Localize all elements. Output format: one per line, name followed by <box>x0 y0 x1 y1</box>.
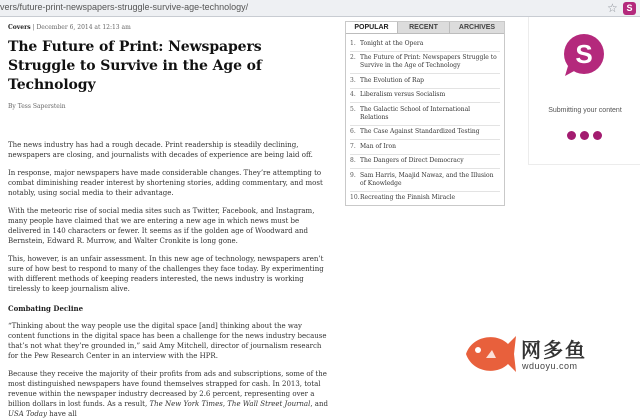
list-item[interactable]: 5. The Galactic School of International Relations <box>350 103 500 126</box>
address-bar[interactable] <box>0 2 248 12</box>
publication-name: USA Today <box>8 410 47 418</box>
star-icon[interactable]: ☆ <box>607 1 618 15</box>
list-item[interactable]: 6. The Case Against Standardized Testing <box>350 126 500 141</box>
article-paragraph: In response, major newspapers have made considerable changes. They’re attempting to combat diminishing reader interest by shortening stories, adding commentary, and most notably, using social media to their advantage. <box>8 169 323 197</box>
extension-popup <box>528 17 640 165</box>
tab-archives[interactable]: ARCHIVES <box>458 24 496 31</box>
fish-icon <box>462 328 518 380</box>
post-link[interactable]: Man of Iron <box>360 142 396 150</box>
status-text: Submitting your content <box>548 107 622 114</box>
list-item[interactable]: 8. The Dangers of Direct Democracy <box>350 155 500 170</box>
loading-dot <box>580 131 589 140</box>
list-item[interactable]: 3. The Evolution of Rap <box>350 74 500 89</box>
article-paragraph: This, however, is an unfair assessment. In this new age of technology, newspapers aren’t sure of how best to respond to many of the challenges they face today. By experimenting with different methods of keeping readers interested, the news industry is working tirelessly to keep journalism alive. <box>8 255 324 293</box>
list-item[interactable]: 9. Sam Harris, Maajid Nawaz, and the Illusion of Knowledge <box>350 169 500 192</box>
post-link[interactable]: The Evolution of Rap <box>360 76 425 84</box>
article-paragraph: “Thinking about the way people use the digital space [and] thinking about the way content functions in the digital space has been a challenge for the news industry because that’s not what they’re grounded in,” said Amy Mitchell, director of journalism research for the Pew Research Center in an interview with the HPR. <box>8 322 327 360</box>
section-link[interactable]: Covers <box>8 24 31 31</box>
extension-button[interactable] <box>623 2 636 15</box>
browser-toolbar <box>0 0 640 17</box>
watermark-url: wduoyu.com <box>522 361 578 371</box>
widget-tabs <box>346 22 504 34</box>
list-item[interactable]: 2. The Future of Print: Newspapers Struggle to Survive in the Age of Technology <box>350 52 500 75</box>
post-link[interactable]: Tonight at the Opera <box>360 39 424 47</box>
article <box>8 24 330 419</box>
publication-name: The New York Times <box>149 400 223 408</box>
article-paragraph: Because they receive the majority of their profits from ads and subscriptions, some of the most distinguished newspapers have found themselves strapped for cash. In 2013, total revenue within the newspaper industry decreased by 2.6 percent, representing over a billion dollars in lost funds. As a result, The New York Times, The Wall Street Journal, and USA Today have all <box>8 370 328 418</box>
logo-letter: S <box>575 39 593 69</box>
popular-list <box>346 34 504 205</box>
watermark-text: 网多鱼 <box>521 338 587 362</box>
post-link[interactable]: Sam Harris, Maajid Nawaz, and the Illusion of Knowledge <box>360 171 494 187</box>
s-logo-icon: S <box>626 3 633 13</box>
post-link[interactable]: The Dangers of Direct Democracy <box>360 157 464 164</box>
list-item[interactable]: 10. Recreating the Finnish Miracle <box>350 192 500 206</box>
popular-posts-widget <box>345 21 505 206</box>
list-item[interactable]: 4. Liberalism versus Socialism <box>350 89 500 104</box>
article-meta: Covers | December 6, 2014 at 12:13 am <box>8 24 131 31</box>
list-item[interactable]: 1. Tonight at the Opera <box>350 37 500 52</box>
post-link[interactable]: Liberalism versus Socialism <box>360 91 446 98</box>
watermark <box>462 328 592 380</box>
tab-popular[interactable]: POPULAR <box>346 22 398 33</box>
speech-bubble-s-icon <box>562 33 606 77</box>
url-path: vers/future-print-newspapers-struggle-survive-age-technology/ <box>0 2 249 12</box>
post-link[interactable]: Recreating the Finnish Miracle <box>360 194 456 201</box>
post-link[interactable]: The Future of Print: Newspapers Struggle to Survive in the Age of Technology <box>360 54 497 69</box>
publication-name: The Wall Street Journal <box>227 400 311 408</box>
article-paragraph: With the meteoric rise of social media sites such as Twitter, Facebook, and Instagram, many people have claimed that we are entering a new age in which news must be delivered in 140 characters or fewer. It seems as if the golden age of Woodward and Bernstein, Edward R. Murrow, and Walter Cronkite is long gone. <box>8 207 315 245</box>
tab-recent[interactable]: RECENT <box>398 22 450 33</box>
loading-indicator <box>567 131 603 141</box>
article-title: The Future of Print: Newspapers Struggle to Survive in the Age of Technology <box>8 39 262 93</box>
loading-dot <box>593 131 602 140</box>
article-paragraph: The news industry has had a rough decade. Print readership is steadily declining, newspapers are closing, and journalists with decades of experience are being laid off. <box>8 141 313 159</box>
article-date: December 6, 2014 at 12:13 am <box>36 24 131 31</box>
article-subheading: Combating Decline <box>8 304 84 313</box>
post-link[interactable]: The Case Against Standardized Testing <box>360 128 480 135</box>
post-link[interactable]: The Galactic School of International Relations <box>360 105 471 121</box>
list-item[interactable]: 7. Man of Iron <box>350 140 500 155</box>
loading-dot <box>567 131 576 140</box>
article-byline: By Tess Saperstein <box>8 103 66 110</box>
